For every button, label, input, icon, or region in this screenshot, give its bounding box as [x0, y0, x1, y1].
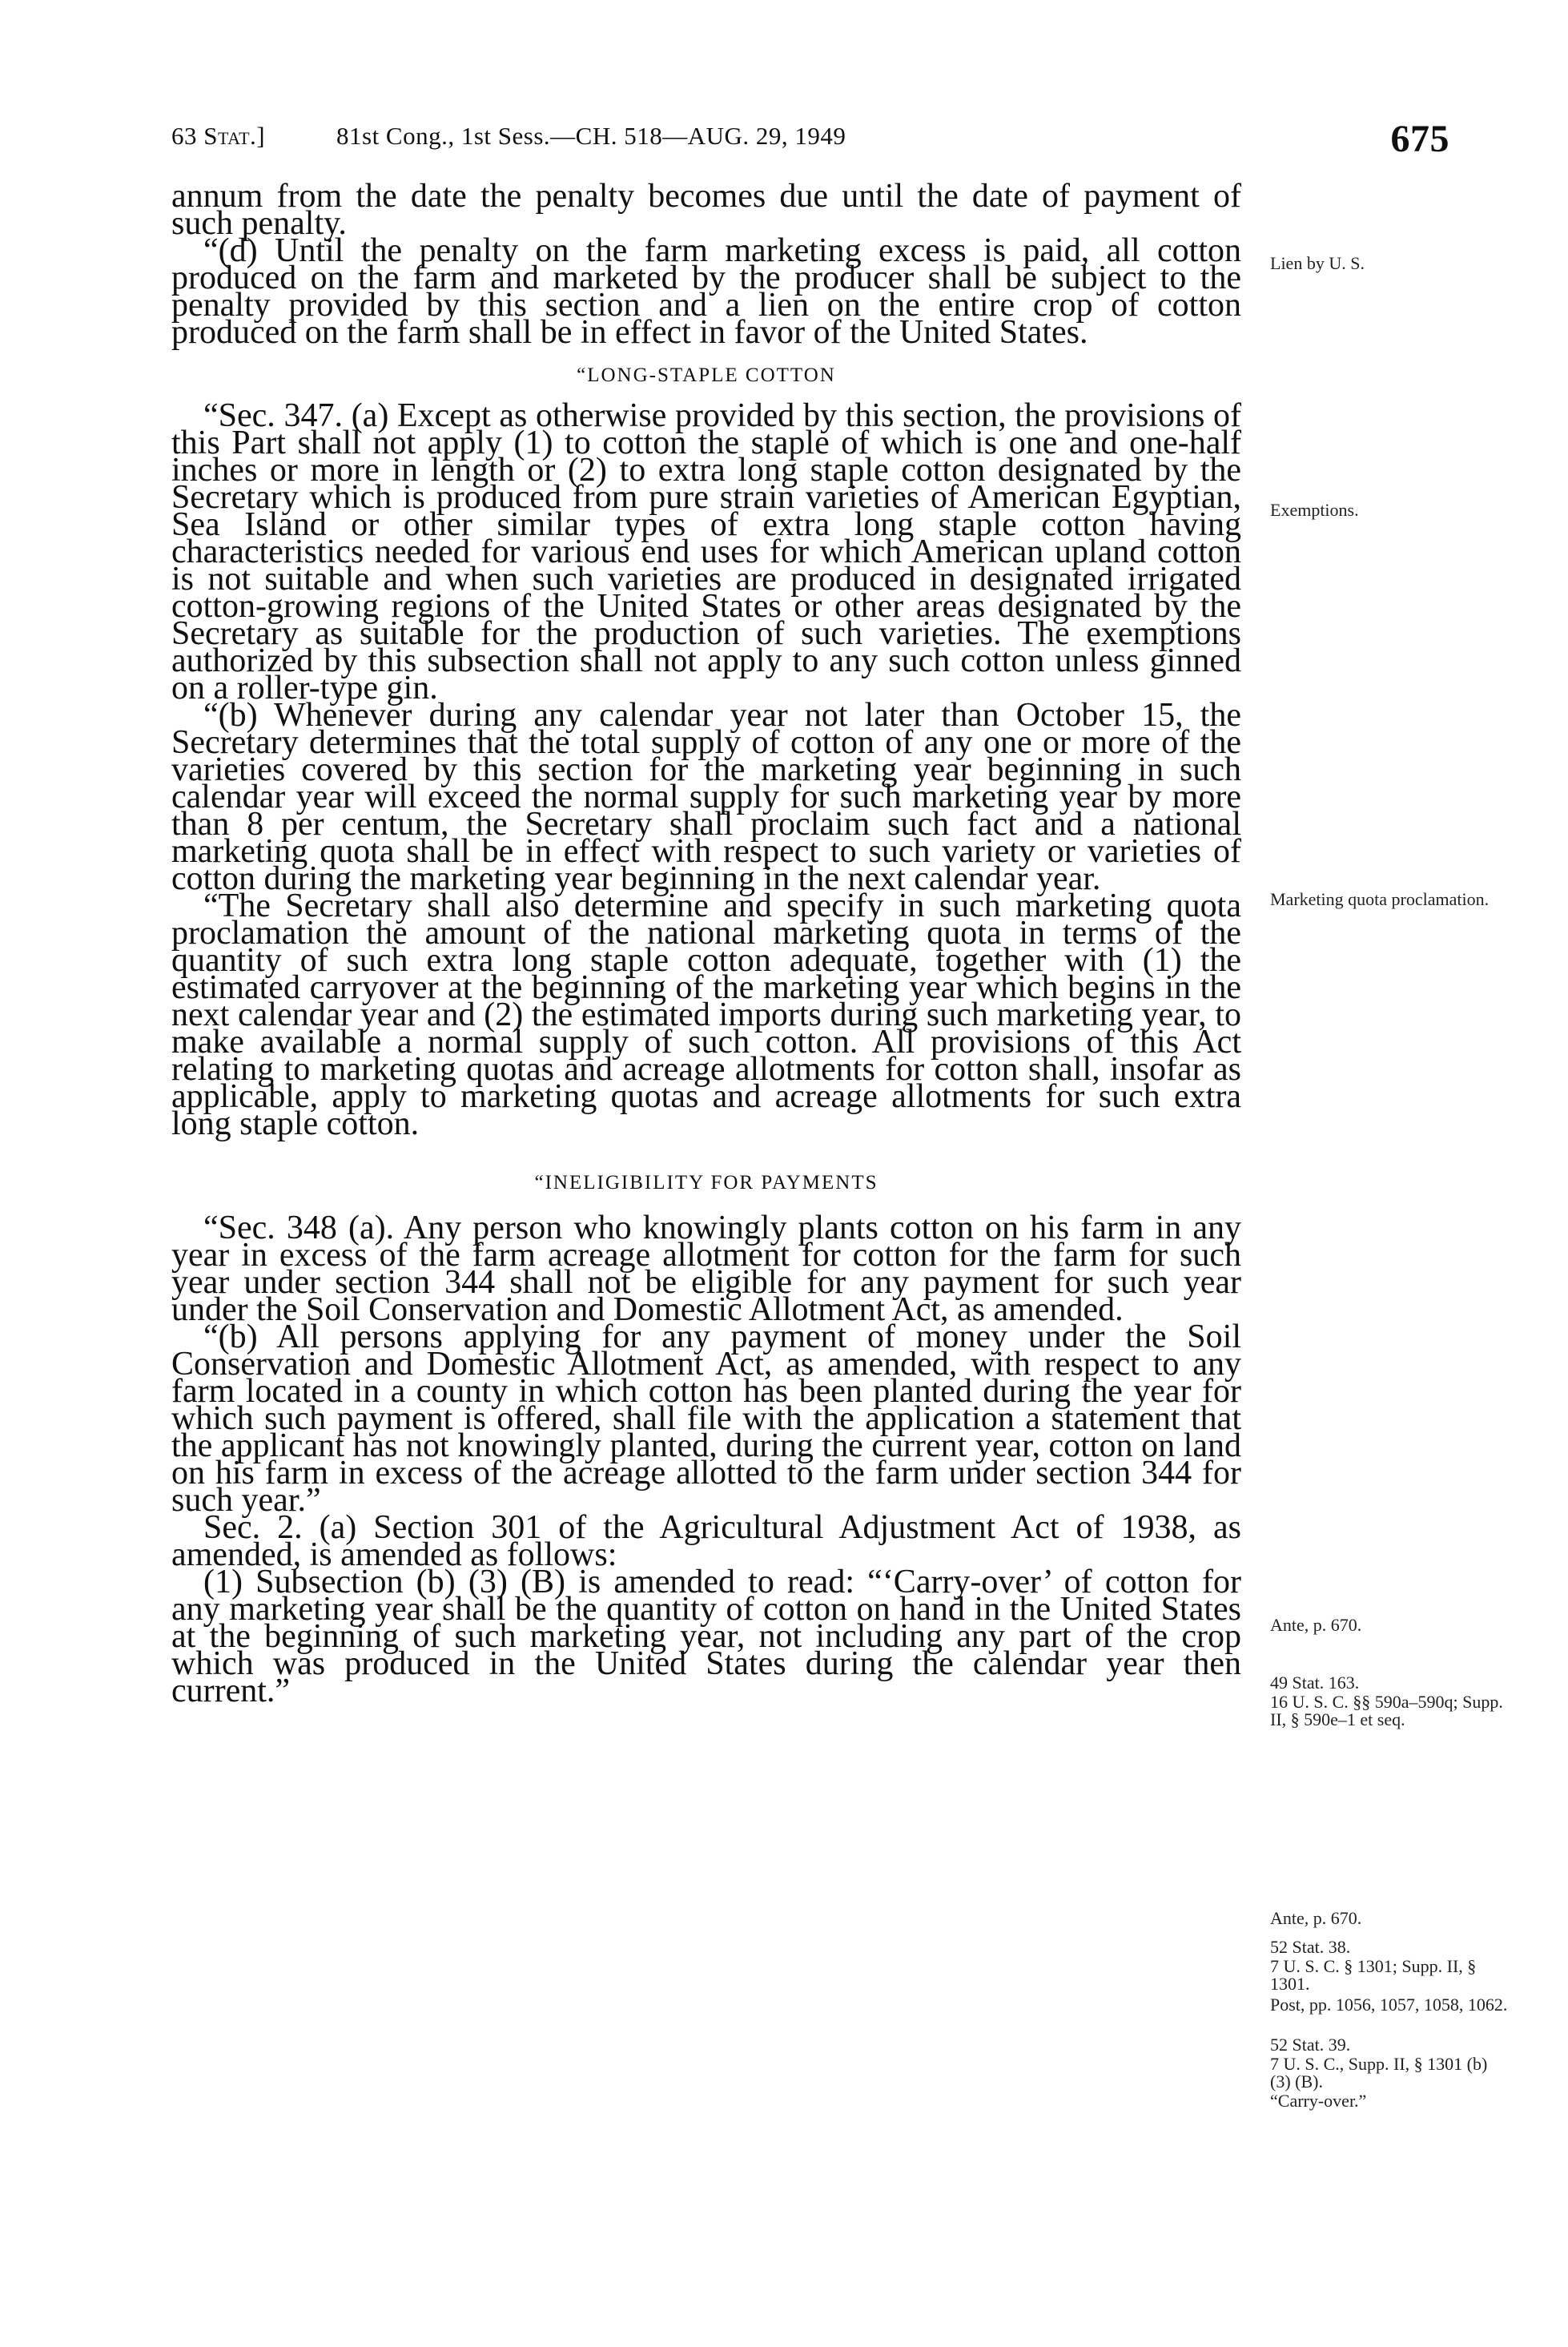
heading-long-staple: “LONG-STAPLE COTTON [577, 364, 836, 386]
heading-ineligibility: “INELIGIBILITY FOR PAYMENTS [534, 1172, 878, 1194]
margin-note-ante-2: Ante, p. 670. [1270, 1908, 1362, 1928]
margin-note-ante-1: Ante, p. 670. [1270, 1615, 1362, 1635]
paragraph-lien: “(d) Until the penalty on the farm marketing excess is paid, all cotton produced on the farm and marketed by the producer shall be subject to the penalty provided by this section and a lien on the entire crop of cotton produced on the farm shall be in effect in favor of the United States. [171, 232, 1241, 351]
margin-note-cite-7-usc-supp: 7 U. S. C., Supp. II, § 1301 (b) (3) (B). [1270, 2054, 1488, 2091]
paragraph-sec-348-a: “Sec. 348 (a). Any person who knowingly plants cotton on his farm in any year in excess of the farm acreage allotment for cotton for the farm for such year under section 344 shall not be eligible for any payment for such year under the Soil Conservation and Domestic Allotment Act, as amended. [171, 1210, 1241, 1328]
margin-note-post: Post, pp. 1056, 1057, 1058, 1062. [1270, 1995, 1508, 2015]
margin-note-cite-7-usc: 7 U. S. C. § 1301; Supp. II, § 1301. [1270, 1956, 1477, 1994]
paragraph-sec-347-a: “Sec. 347. (a) Except as otherwise provided by this section, the provisions of this Part shall not apply (1) to cotton the staple of which is one and one-half inches or more in length or (2) to extra long staple cotton designated by the Secretary which is produced from pure strain varieties of American Egyptian, Sea Island or other similar types of extra long staple cotton having characteristics needed for various end uses for which American upland cotton is not suitable and when such varieties are produced in designated irrigated cotton-growing regions of the United States or other areas designated by the Secretary as suitable for the production of such varieties. The exemptions authorized by this subsection shall not apply to any such cotton unless ginned on a roller-type gin. [171, 397, 1241, 707]
running-head-volume: 63 Stat.] [171, 122, 266, 150]
paragraph-sec-348-b: “(b) All persons applying for any payment of money under the Soil Conservation and Domestic Allotment Act, as amended, with respect to any farm located in a county in which cotton has been planted during the year for which such payment is offered, shall file with the application a statement that the applicant has not knowingly planted, during the current year, cotton on land on his farm in excess of the acreage allotted to the farm under section 344 for such year.” [171, 1318, 1241, 1519]
paragraph-carry-over: (1) Subsection (b) (3) (B) is amended to read: “‘Carry-over’ of cotton for any marketing year shall be the quantity of cotton on hand in the United States at the beginning of such marketing year, not including any part of the crop which was produced in the United States during the calendar year then current.” [171, 1564, 1241, 1709]
margin-note-cite-49-stat: 49 Stat. 163. [1270, 1673, 1360, 1693]
margin-note-cite-52-stat-38: 52 Stat. 38. [1270, 1937, 1351, 1957]
margin-note-proclamation: Marketing quota proclamation. [1270, 889, 1490, 909]
paragraph-secretary-determine: “The Secretary shall also determine and specify in such marketing quota proclamation the amount of the national marketing quota in terms of the quantity of such extra long staple cotton adequate, together with (1) the estimated carryover at the beginning of the marketing year which begins in the next calendar year and (2) the estimated imports during such marketing year, to make available a normal supply of such cotton. All provisions of this Act relating to marketing quotas and acreage allotments for cotton shall, insofar as applicable, apply to marketing quotas and acreage allotments for such extra long staple cotton. [171, 888, 1241, 1142]
paragraph-sec-2: Sec. 2. (a) Section 301 of the Agricultural Adjustment Act of 1938, as amended, is amended as follows: [171, 1509, 1241, 1573]
margin-note-lien: Lien by U. S. [1270, 253, 1365, 273]
paragraph-sec-347-b: “(b) Whenever during any calendar year not later than October 15, the Secretary determines that the total supply of cotton of any one or more of the varieties covered by this section for the marketing year beginning in such calendar year will exceed the normal supply for such marketing year by more than 8 per centum, the Secretary shall proclaim such fact and a national marketing quota shall be in effect with respect to such variety or varieties of cotton during the marketing year beginning in the next calendar year. [171, 697, 1241, 897]
margin-note-cite-16-usc: 16 U. S. C. §§ 590a–590q; Supp. II, § 590e–1 et seq. [1270, 1692, 1503, 1729]
margin-note-carry-over: “Carry-over.” [1270, 2091, 1367, 2111]
main-text [171, 178, 1241, 1709]
paragraph-penalty-interest: annum from the date the penalty becomes due until the date of payment of such penalty. [171, 178, 1241, 242]
page-number: 675 [1390, 118, 1449, 160]
margin-note-cite-52-stat-39: 52 Stat. 39. [1270, 2035, 1351, 2055]
running-head-title: 81st Cong., 1st Sess.—CH. 518—AUG. 29, 1949 [336, 122, 846, 150]
margin-note-exemptions: Exemptions. [1270, 500, 1359, 520]
